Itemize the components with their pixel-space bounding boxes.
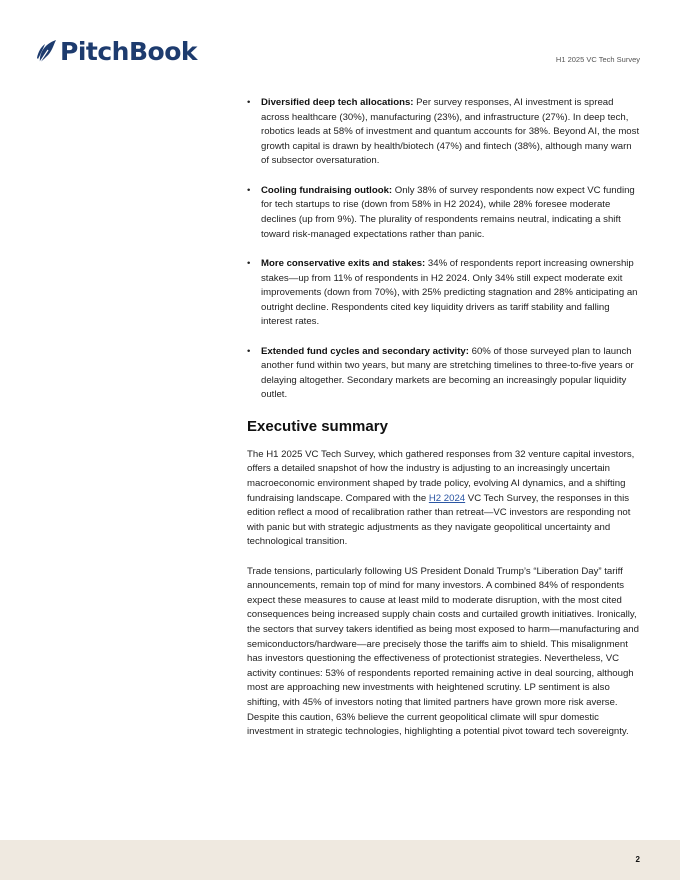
bullet-text: Per survey responses, AI investment is spread across healthcare (30%), manufacturing (23%), and infrastructure (27%). In deep tech, robotics leads at 58% of investment and quantum accounts for 38%. Beyond AI, the most growth capital is drawn by health/biotech (47%) and fintech (38%), although many warn of subsector oversaturation. [261,97,640,167]
bullet-text: Only 38% of survey respondents now expect VC funding for tech startups to rise (down from 58% in H2 2024), while 28% foresee moderate declines (up from 9%). The plurality of respondents remains neutral, indicating a shift toward risk-managed expectations rather than panic. [261,184,635,240]
paragraph-text: The H1 2025 VC Tech Survey, which gathered responses from 32 venture capital investors, offers a detailed snapshot of how the industry is adjusting to an increasingly uncertain macroeconomic environment shaped by trade policy, evolving AI dynamics, and a shifting fundraising landscape. Compared with the [247,448,635,504]
summary-paragraph-1 [247,448,641,550]
report-title: H1 2025 VC Tech Survey [555,55,640,64]
bullet-lead: Diversified deep tech allocations: [261,97,414,108]
logo-text: PitchBook [60,36,197,66]
h2-2024-survey-link[interactable]: H2 2024 [428,492,466,504]
bullet-text: 34% of respondents report increasing ownership stakes—up from 11% of respondents in H2 2024. Only 34% still expect moderate exit improvements (down from 70%), with 25% predicting stagnation and 28% anticipating an outright decline. Respondents cited key liquidity drivers as tariff stability and falling interest rates. [261,257,638,328]
bullet-item [247,96,641,169]
bullet-item [247,257,641,330]
page-footer [0,840,680,880]
paragraph-text: VC Tech Survey, the responses in this edition reflect a mood of recalibration rather than retreat—VC investors are responding not with panic but with strategic adjustments as they navigate geopolitical uncertainty and technological transition. [247,492,631,548]
summary-paragraph-2: Trade tensions, particularly following US President Donald Trump’s “Liberation Day” tariff announcements, remain top of mind for many investors. A combined 84% of respondents expect these measures to cause at least mild to moderate disruption, with the most cited consequences being increased supply chain costs and curtailed growth initiatives. Ironically, the sectors that survey takers identified as being most exposed to harm—manufacturing and semiconductors/hardware—are precisely those the tariffs aim to shield. This misalignment has investors questioning the effectiveness of protectionist strategies. Nevertheless, VC activity continues: 53% of respondents reported remaining active in deal sourcing, although most are approaching new investments with heightened scrutiny. LP sentiment is also shifting, with 45% of investors noting that limited partners have grown more risk averse. Despite this caution, 63% believe the current geopolitical climate will spur domestic investment in strategic technologies, highlighting a potential pivot toward tech sovereignty. [247,565,639,738]
pitchbook-logo [36,36,197,66]
bullet-lead: Cooling fundraising outlook: [261,184,393,196]
bullet-lead: Extended fund cycles and secondary activity: [261,345,469,357]
pitchbook-feather-icon [36,38,58,64]
key-findings-list [247,96,641,403]
main-content [247,96,641,754]
page-number: 2 [635,855,640,864]
bullet-item [247,345,641,403]
bullet-item [247,184,641,242]
section-heading: Executive summary [247,417,388,435]
bullet-lead: More conservative exits and stakes: [261,257,426,269]
bullet-text: 60% of those surveyed plan to launch another fund within two years, but many are stretching timelines to three-to-five years or delaying altogether. Secondary markets are becoming an increasingly popular liquidity outlet. [261,345,634,401]
